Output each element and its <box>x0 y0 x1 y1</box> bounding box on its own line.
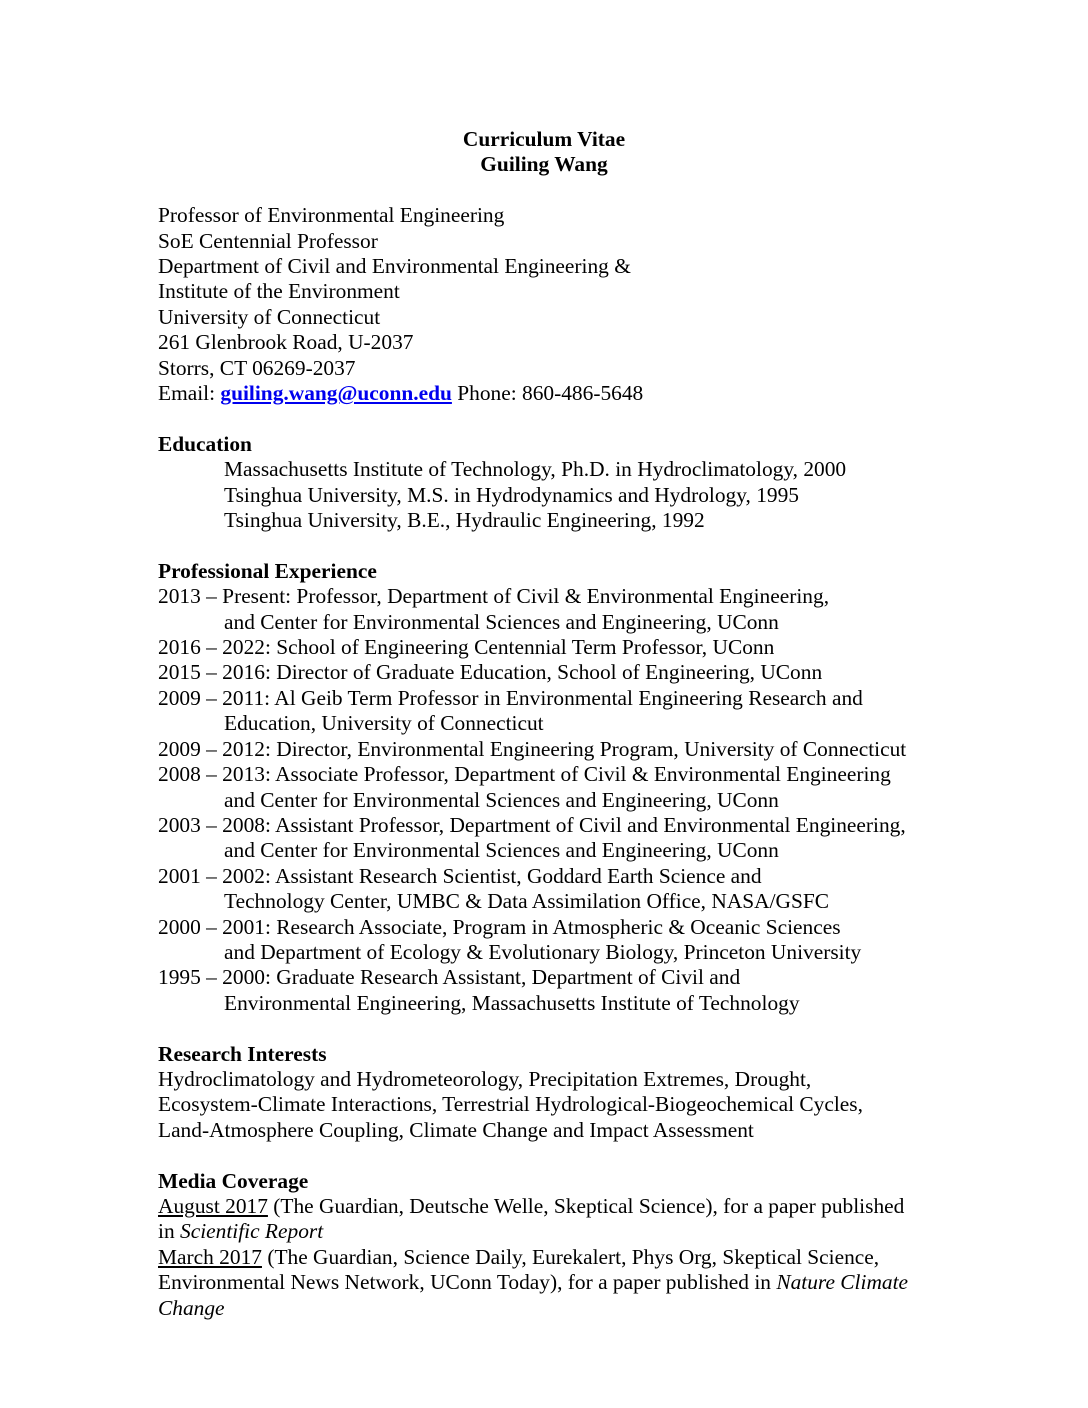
education-item: Tsinghua University, M.S. in Hydrodynamics and Hydrology, 1995 <box>224 482 800 507</box>
spacer <box>158 1016 930 1041</box>
contact-line-city: Storrs, CT 06269-2037 <box>158 355 356 380</box>
contact-line-university: University of Connecticut <box>158 304 381 329</box>
experience-line: 1995 – 2000: Graduate Research Assistant, Department of Civil and <box>158 965 741 990</box>
media-entry-line <box>158 1219 930 1244</box>
spacer <box>158 406 930 431</box>
journal-name: Scientific Report <box>180 1219 324 1244</box>
media-entry-text: in <box>158 1219 180 1244</box>
section-heading-media-coverage: Media Coverage <box>158 1168 309 1193</box>
experience-line-continuation: and Center for Environmental Sciences and Engineering, UConn <box>224 838 779 863</box>
media-date: March 2017 <box>158 1244 262 1269</box>
email-label: Email: <box>158 381 221 406</box>
experience-line: 2009 – 2011: Al Geib Term Professor in Environmental Engineering Research and <box>158 685 863 710</box>
email-link[interactable]: guiling.wang@uconn.edu <box>220 381 452 406</box>
contact-line-street: 261 Glenbrook Road, U-2037 <box>158 330 414 355</box>
research-interests-line: Land-Atmosphere Coupling, Climate Change and Impact Assessment <box>158 1117 754 1142</box>
media-entry-text: Environmental News Network, UConn Today), for a paper published in <box>158 1270 777 1295</box>
research-interests-line: Hydroclimatology and Hydrometeorology, Precipitation Extremes, Drought, <box>158 1066 812 1091</box>
section-heading-education: Education <box>158 431 252 456</box>
media-entry-text: (The Guardian, Deutsche Welle, Skeptical Science), for a paper published <box>267 1193 905 1218</box>
contact-block <box>158 203 930 406</box>
title-block <box>158 127 930 178</box>
experience-line-continuation: and Center for Environmental Sciences and Engineering, UConn <box>224 609 779 634</box>
experience-line: 2001 – 2002: Assistant Research Scientist, Goddard Earth Science and <box>158 863 762 888</box>
experience-line: 2000 – 2001: Research Associate, Program in Atmospheric & Oceanic Sciences <box>158 914 841 939</box>
media-entry-line <box>158 1270 930 1295</box>
spacer <box>158 178 930 203</box>
spacer <box>158 533 930 558</box>
media-entry-line <box>158 1296 930 1321</box>
experience-line-continuation: and Department of Ecology & Evolutionary Biology, Princeton University <box>224 939 862 964</box>
experience-line-continuation: Environmental Engineering, Massachusetts Institute of Technology <box>224 990 800 1015</box>
contact-line-department: Department of Civil and Environmental Engineering & <box>158 254 631 279</box>
section-professional-experience <box>158 559 930 1016</box>
experience-line: 2015 – 2016: Director of Graduate Education, School of Engineering, UConn <box>158 660 823 685</box>
contact-line-position: Professor of Environmental Engineering <box>158 203 505 228</box>
experience-line-continuation: and Center for Environmental Sciences and Engineering, UConn <box>224 787 779 812</box>
experience-line: 2009 – 2012: Director, Environmental Engineering Program, University of Connecticut <box>158 736 907 761</box>
section-heading-professional-experience: Professional Experience <box>158 558 377 583</box>
experience-line: 2016 – 2022: School of Engineering Centennial Term Professor, UConn <box>158 635 775 660</box>
media-entry-line <box>158 1245 930 1270</box>
media-entry-text: (The Guardian, Science Daily, Eurekalert, Phys Org, Skeptical Science, <box>261 1244 880 1269</box>
experience-line-continuation: Education, University of Connecticut <box>224 711 544 736</box>
contact-line-professorship: SoE Centennial Professor <box>158 228 378 253</box>
media-entry-line <box>158 1194 930 1219</box>
section-media-coverage <box>158 1169 930 1321</box>
contact-line-email-phone <box>158 381 930 406</box>
experience-line: 2008 – 2013: Associate Professor, Department of Civil & Environmental Engineering <box>158 762 891 787</box>
education-item: Tsinghua University, B.E., Hydraulic Engineering, 1992 <box>224 508 705 533</box>
section-heading-research-interests: Research Interests <box>158 1041 327 1066</box>
section-education <box>158 432 930 534</box>
journal-name: Change <box>158 1295 225 1320</box>
experience-line-continuation: Technology Center, UMBC & Data Assimilation Office, NASA/GSFC <box>224 889 830 914</box>
education-item: Massachusetts Institute of Technology, Ph.D. in Hydroclimatology, 2000 <box>224 457 847 482</box>
contact-line-institute: Institute of the Environment <box>158 279 400 304</box>
experience-line: 2013 – Present: Professor, Department of Civil & Environmental Engineering, <box>158 584 830 609</box>
research-interests-line: Ecosystem-Climate Interactions, Terrestrial Hydrological-Biogeochemical Cycles, <box>158 1092 863 1117</box>
experience-line: 2003 – 2008: Assistant Professor, Department of Civil and Environmental Engineering, <box>158 812 906 837</box>
author-name: Guiling Wang <box>480 152 608 177</box>
spacer <box>158 1143 930 1168</box>
section-research-interests <box>158 1042 930 1144</box>
phone-text: Phone: 860-486-5648 <box>451 381 644 406</box>
journal-name: Nature Climate <box>776 1270 909 1295</box>
media-date: August 2017 <box>158 1193 268 1218</box>
document-title: Curriculum Vitae <box>462 127 626 151</box>
